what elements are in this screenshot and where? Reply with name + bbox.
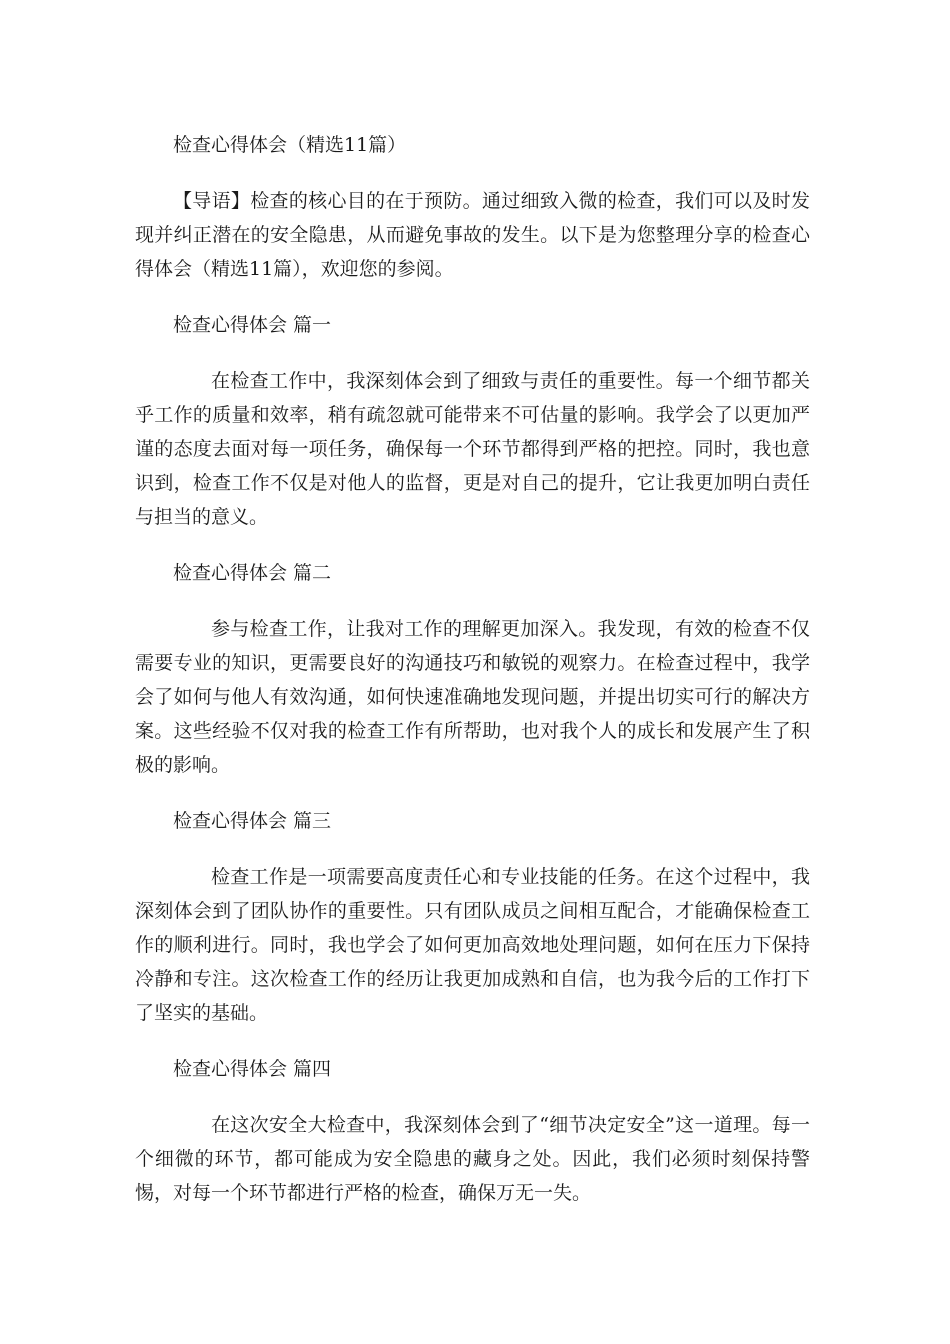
section-body-2: 参与检查工作，让我对工作的理解更加深入。我发现，有效的检查不仅需要专业的知识，更需要良好的沟通技巧和敏锐的观察力。在检查过程中，我学会了如何与他人有效沟通，如何快速准确地发现问题，并提出切实可行的解决方案。这些经验不仅对我的检查工作有所帮助，也对我个人的成长和发展产生了积极的影响。 xyxy=(135,618,810,776)
intro-paragraph: 【导语】检查的核心目的在于预防。通过细致入微的检查，我们可以及时发现并纠正潜在的安全隐患，从而避免事故的发生。以下是为您整理分享的检查心得体会（精选11篇），欢迎您的参阅。 xyxy=(135,190,810,280)
section-body-4: 在这次安全大检查中，我深刻体会到了“细节决定安全”这一道理。每一个细微的环节，都可能成为安全隐患的藏身之处。因此，我们必须时刻保持警惕，对每一个环节都进行严格的检查，确保万无一失。 xyxy=(135,1114,810,1204)
section-heading-4: 检查心得体会 篇四 xyxy=(173,1058,332,1080)
document-title: 检查心得体会（精选11篇） xyxy=(173,134,407,156)
section-heading-3: 检查心得体会 篇三 xyxy=(173,810,332,832)
section-body-3: 检查工作是一项需要高度责任心和专业技能的任务。在这个过程中，我深刻体会到了团队协作的重要性。只有团队成员之间相互配合，才能确保检查工作的顺利进行。同时，我也学会了如何更加高效地处理问题，如何在压力下保持冷静和专注。这次检查工作的经历让我更加成熟和自信，也为我今后的工作打下了坚实的基础。 xyxy=(135,866,810,1024)
section-heading-2: 检查心得体会 篇二 xyxy=(173,562,332,584)
document-content xyxy=(135,128,810,1232)
section-heading-1: 检查心得体会 篇一 xyxy=(173,314,332,336)
section-body-1: 在检查工作中，我深刻体会到了细致与责任的重要性。每一个细节都关乎工作的质量和效率，稍有疏忽就可能带来不可估量的影响。我学会了以更加严谨的态度去面对每一项任务，确保每一个环节都得到严格的把控。同时，我也意识到，检查工作不仅是对他人的监督，更是对自己的提升，它让我更加明白责任与担当的意义。 xyxy=(135,370,810,528)
